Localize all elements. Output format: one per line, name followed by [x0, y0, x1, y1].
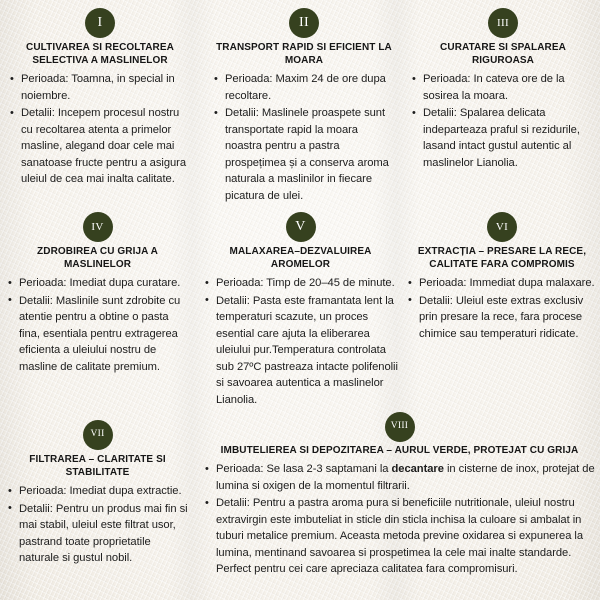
step-3-title: CURATARE SI SPALAREA RIGUROASA: [440, 42, 566, 66]
step-1-badge-wrap: [8, 8, 192, 38]
step-5-bullets: [203, 275, 398, 408]
step-5-badge-wrap: [203, 212, 398, 242]
list-item: • Detalii: Pentru a pastra aroma pura si beneficiile nutritionale, uleiul nostru extravirgin este imbuteliat in sticle din sticla inchisa la culoare si ambalat in tuburi metalice premium. Aceasta metoda previne oxidarea si expunerea la lumina, mentinand savoarea si prospetimea la cele mai inalte standarde. Perfect pentru cei care apreciaza calitatea fara compromisuri.: [203, 495, 596, 578]
step-2-title: TRANSPORT RAPID SI EFICIENT LA MOARA: [216, 42, 392, 66]
step-1-bullets: [8, 71, 192, 188]
step-7-title: FILTRAREA – CLARITATE SI STABILITATE: [29, 454, 166, 478]
step-8-period-emphasis: decantare: [391, 463, 444, 475]
step-6-title: EXTRACȚIA – PRESARE LA RECE, CALITATE FARA COMPROMIS: [417, 246, 587, 270]
list-item: • Detalii: Maslinile sunt zdrobite cu atentie pentru a obtine o pasta fina, esentiala pentru extragerea eficienta a uleiului nostru de masline de calitate premium.: [6, 293, 189, 376]
roman-numeral-badge-vii: VII: [83, 420, 113, 450]
step-card-4: [0, 212, 197, 409]
step-6-badge-wrap: [406, 212, 598, 242]
list-item: • Detalii: Spalarea delicata indeparteaza praful si rezidurile, lasand intact gustul autentic al maslinelor Lianolia.: [410, 105, 596, 171]
roman-numeral-badge-viii: VIII: [385, 412, 415, 442]
list-item: • Detalii: Uleiul este extras exclusiv prin presare la rece, fara procese chimice sau temperaturi ridicate.: [406, 293, 598, 343]
list-item: • Perioada: In cateva ore de la sosirea la moara.: [410, 71, 596, 104]
list-item: [203, 461, 596, 494]
steps-row-2: [0, 212, 600, 409]
list-item: • Detalii: Pentru un produs mai fin si mai stabil, uleiul este filtrat usor, pastrand toate proprietatile naturale si gustul nobil.: [6, 501, 189, 567]
step-card-6: [400, 212, 600, 409]
step-8-period-before: Perioada: Se lasa 2-3 saptamani la: [216, 463, 392, 475]
list-item: • Detalii: Incepem procesul nostru cu recoltarea atenta a primelor masline, alegand doar cele mai sanatoase fructe pentru a asigura uleiul de cea mai inalta calitate.: [8, 105, 192, 188]
step-card-3: [400, 8, 600, 205]
step-5-title: MALAXAREA–DEZVALUIREA AROMELOR: [229, 246, 372, 270]
step-card-7: [0, 420, 197, 568]
step-card-2: [200, 8, 400, 205]
step-2-bullets: [212, 71, 396, 204]
step-6-bullets: [406, 275, 598, 342]
step-card-8: [197, 412, 600, 579]
step-7-badge-wrap: [6, 420, 189, 450]
roman-numeral-badge-i: I: [85, 8, 115, 38]
list-item: • Perioada: Imediat dupa curatare.: [6, 275, 189, 292]
roman-numeral-badge-ii: II: [289, 8, 319, 38]
roman-numeral-badge-iii: III: [488, 8, 518, 38]
list-item: • Detalii: Maslinele proaspete sunt transportate rapid la moara noastra pentru a pastra prospețimea și a conserva aroma naturala a maslinilor in fiecare picatura de ulei.: [212, 105, 396, 204]
step-8-badge-wrap: [203, 412, 596, 442]
list-item: • Perioada: Toamna, in special in noiembre.: [8, 71, 192, 104]
step-3-bullets: [410, 71, 596, 171]
list-item: • Detalii: Pasta este framantata lent la temperaturi scazute, un proces esential care ajuta la eliberarea uleiului pur.Temperatura controlata sub 27ºC pastreaza intacte polifenolii si savoarea autentica a maslinelor Lianolia.: [203, 293, 398, 409]
list-item: • Perioada: Maxim 24 de ore dupa recoltare.: [212, 71, 396, 104]
roman-numeral-badge-iv: IV: [83, 212, 113, 242]
step-card-1: [0, 8, 200, 205]
step-8-period-after: in cisterne de inox, protejat de lumina si oxigen de la momentul filtrarii.: [216, 463, 595, 492]
step-3-badge-wrap: [410, 8, 596, 38]
list-item: • Perioada: Timp de 20–45 de minute.: [203, 275, 398, 292]
step-7-bullets: [6, 483, 189, 567]
step-2-badge-wrap: [212, 8, 396, 38]
step-1-title: CULTIVAREA SI RECOLTAREA SELECTIVA A MASLINELOR: [26, 42, 174, 66]
roman-numeral-badge-v: V: [286, 212, 316, 242]
steps-row-1: [0, 8, 600, 205]
step-8-title: IMBUTELIEREA SI DEPOZITAREA – AURUL VERDE, PROTEJAT CU GRIJA: [220, 445, 579, 456]
step-4-bullets: [6, 275, 189, 375]
list-item: • Perioada: Immediat dupa malaxare.: [406, 275, 598, 292]
step-4-badge-wrap: [6, 212, 189, 242]
step-card-5: [197, 212, 400, 409]
list-item: • Perioada: Imediat dupa extractie.: [6, 483, 189, 500]
step-4-title: ZDROBIREA CU GRIJA A MASLINELOR: [37, 246, 158, 270]
step-8-bullets: [203, 461, 596, 578]
roman-numeral-badge-vi: VI: [487, 212, 517, 242]
